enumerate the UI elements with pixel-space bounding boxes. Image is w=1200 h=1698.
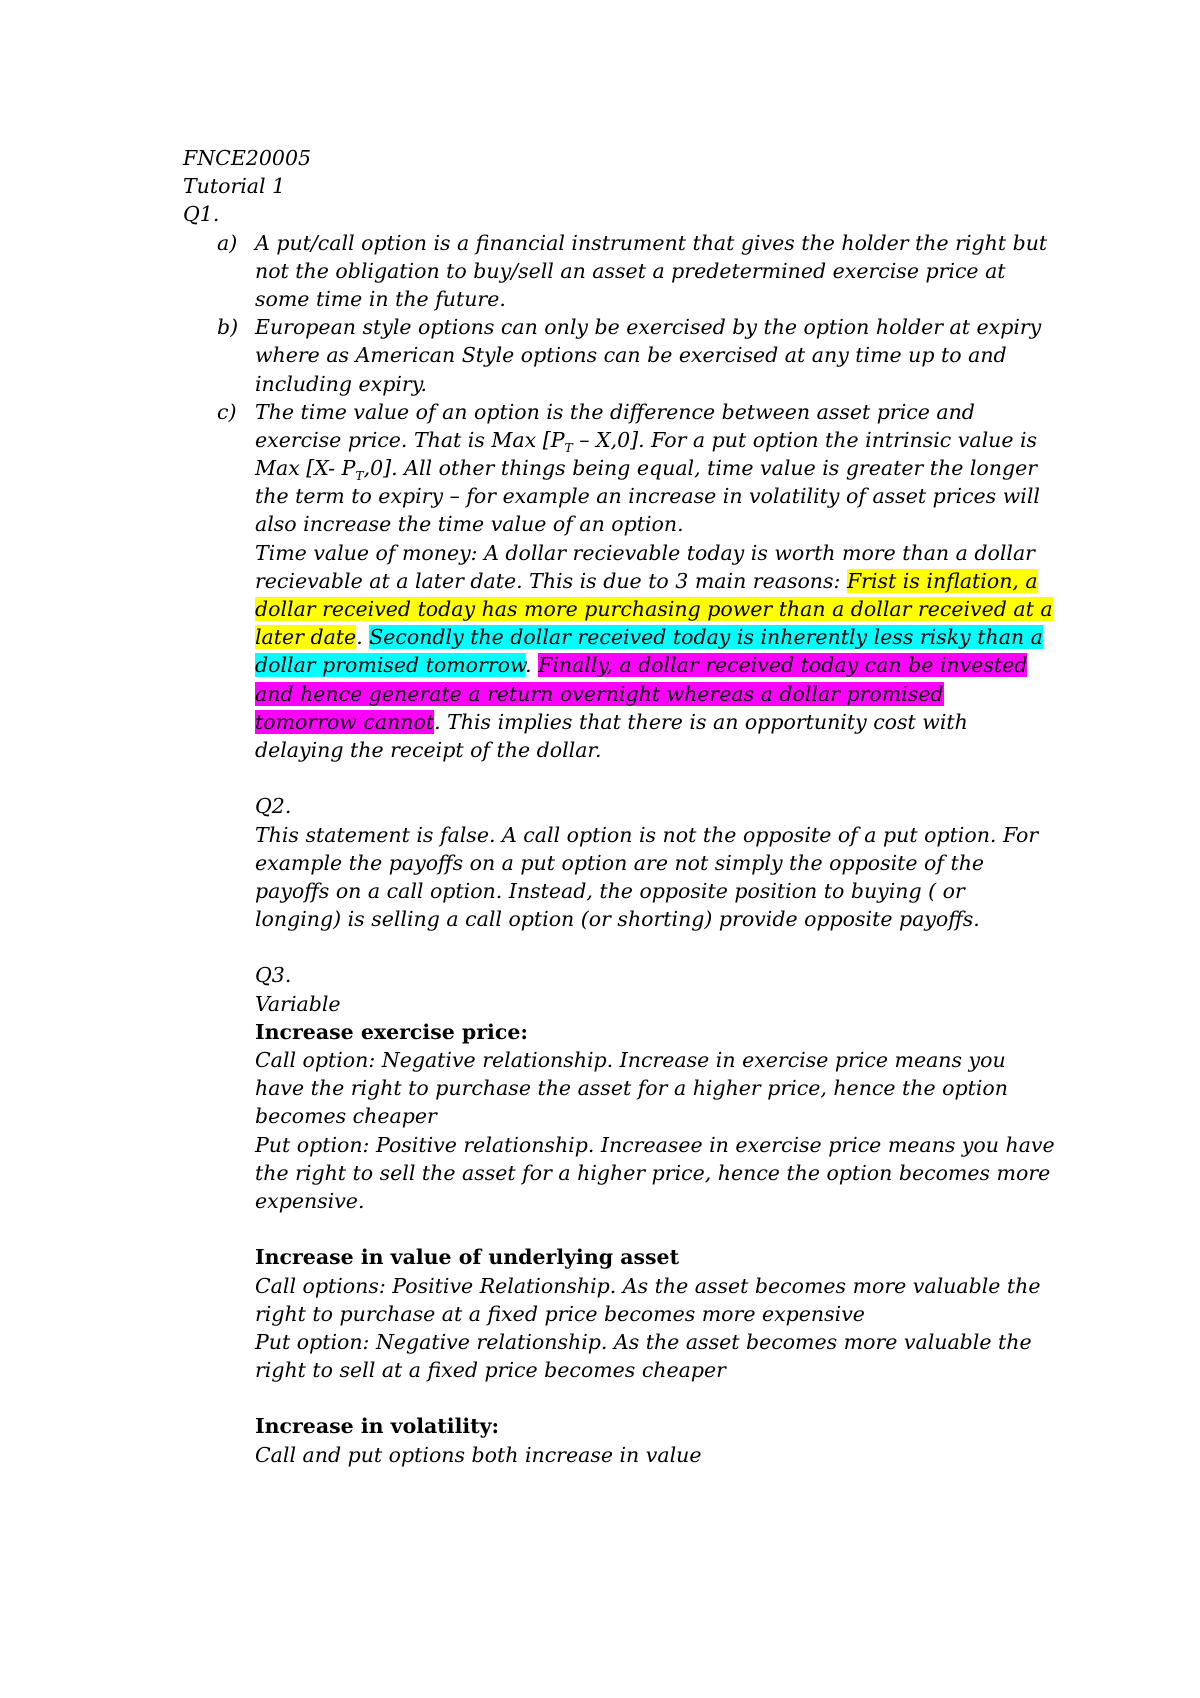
tvm-line: delaying the receipt of the dollar. xyxy=(255,737,602,762)
q1-b-line: including expiry. xyxy=(255,371,428,396)
yellow-highlight: later date xyxy=(255,625,357,650)
q3-label: Q3. xyxy=(255,963,292,988)
list-marker: a) xyxy=(217,230,238,255)
exercise-price-line: Call option: Negative relationship. Increase in exercise price means you xyxy=(255,1048,1006,1072)
q2-label: Q2. xyxy=(255,794,292,819)
spacer xyxy=(183,933,1053,961)
q1-item-b xyxy=(183,313,1053,398)
text-run: . xyxy=(356,625,370,650)
q3-section xyxy=(255,961,1053,1468)
volatility-heading: Increase in volatility: xyxy=(255,1414,500,1439)
text-run: . xyxy=(525,653,539,678)
tvm-line xyxy=(255,680,1053,708)
yellow-highlight: dollar received today has more purchasing power than a dollar received at a xyxy=(255,597,1053,621)
spacer xyxy=(255,1384,1053,1412)
spacer xyxy=(183,764,1053,792)
q1-a-line: some time in the future. xyxy=(255,286,506,311)
text-run: ,0]. All other things being equal, time value is greater the longer xyxy=(363,456,1038,481)
tvm-line xyxy=(255,623,1053,651)
q1-b-line: where as American Style options can be exercised at any time up to and xyxy=(255,343,1007,368)
q1-c-line: also increase the time value of an option. xyxy=(255,512,684,537)
subscript: T xyxy=(355,469,364,484)
q1-c-line: the term to expiry – for example an increase in volatility of asset prices will xyxy=(255,484,1040,509)
q1-c-line xyxy=(255,426,1053,454)
tutorial-title: Tutorial 1 xyxy=(183,174,286,199)
q1-list xyxy=(183,229,1053,765)
cyan-highlight: dollar promised tomorrow xyxy=(255,653,526,678)
text-run: – X,0]. For a put option the intrinsic value is xyxy=(572,427,1038,452)
q1-a-line: not the obligation to buy/sell an asset a predetermined exercise price at xyxy=(255,258,1006,283)
tvm-line xyxy=(255,708,1053,736)
tvm-line xyxy=(255,651,1053,679)
q2-section xyxy=(255,792,1053,933)
list-marker: b) xyxy=(217,315,239,340)
q1-c-line xyxy=(255,454,1053,482)
text-run: exercise price. That is Max [P xyxy=(255,427,565,452)
underlying-asset-line: Put option: Negative relationship. As the asset becomes more valuable the xyxy=(255,1329,1032,1354)
underlying-asset-line: right to sell at a fixed price becomes cheaper xyxy=(255,1358,726,1383)
document-body xyxy=(183,144,1053,1469)
q1-c-line: The time value of an option is the difference between asset price and xyxy=(255,399,975,424)
volatility-line: Call and put options both increase in value xyxy=(255,1442,702,1467)
q2-line: longing) is selling a call option (or shorting) provide opposite payoffs. xyxy=(255,907,980,932)
exercise-price-line: have the right to purchase the asset for a higher price, hence the option xyxy=(255,1076,1008,1101)
text-run: recievable at a later date. This is due to 3 main reasons: xyxy=(255,568,847,593)
q2-line: example the payoffs on a put option are not simply the opposite of the xyxy=(255,850,985,875)
exercise-price-line: Put option: Positive relationship. Increasee in exercise price means you have xyxy=(255,1132,1055,1157)
subscript: T xyxy=(564,440,573,455)
exercise-price-line: becomes cheaper xyxy=(255,1104,437,1129)
underlying-asset-line: Call options: Positive Relationship. As the asset becomes more valuable the xyxy=(255,1273,1041,1298)
tvm-line xyxy=(255,595,1053,623)
list-marker: c) xyxy=(217,399,237,424)
variable-label: Variable xyxy=(255,991,341,1016)
text-run: Max [X- P xyxy=(255,456,356,481)
magenta-highlight: and hence generate a return overnight whereas a dollar promised xyxy=(255,681,944,706)
q2-line: This statement is false. A call option is not the opposite of a put option. For xyxy=(255,822,1039,847)
exercise-price-line: expensive. xyxy=(255,1188,365,1213)
tvm-line: Time value of money: A dollar recievable today is worth more than a dollar xyxy=(255,540,1035,565)
course-code: FNCE20005 xyxy=(183,146,312,170)
underlying-asset-line: right to purchase at a fixed price becomes more expensive xyxy=(255,1301,865,1326)
q1-item-c xyxy=(183,398,1053,764)
exercise-price-heading: Increase exercise price: xyxy=(255,1019,528,1044)
exercise-price-line: the right to sell the asset for a higher price, hence the option becomes more xyxy=(255,1160,1051,1185)
q2-line: payoffs on a call option. Instead, the opposite position to buying ( or xyxy=(255,878,965,903)
magenta-highlight: tomorrow cannot xyxy=(255,709,435,734)
magenta-highlight: Finally, a dollar received today can be invested xyxy=(538,653,1028,678)
yellow-highlight: Frist is inflation, a xyxy=(846,568,1038,593)
q1-a-line: A put/call option is a financial instrument that gives the holder the right but xyxy=(255,230,1048,255)
cyan-highlight: Secondly the dollar received today is inherently less risky than a xyxy=(369,625,1043,650)
q1-label: Q1. xyxy=(183,202,220,227)
q1-b-line: European style options can only be exercised by the option holder at expiry xyxy=(255,315,1042,340)
tvm-line xyxy=(255,567,1053,595)
spacer xyxy=(255,1215,1053,1243)
q1-item-a xyxy=(183,229,1053,314)
text-run: . This implies that there is an opportunity cost with xyxy=(434,709,968,734)
underlying-asset-heading: Increase in value of underlying asset xyxy=(255,1245,680,1270)
